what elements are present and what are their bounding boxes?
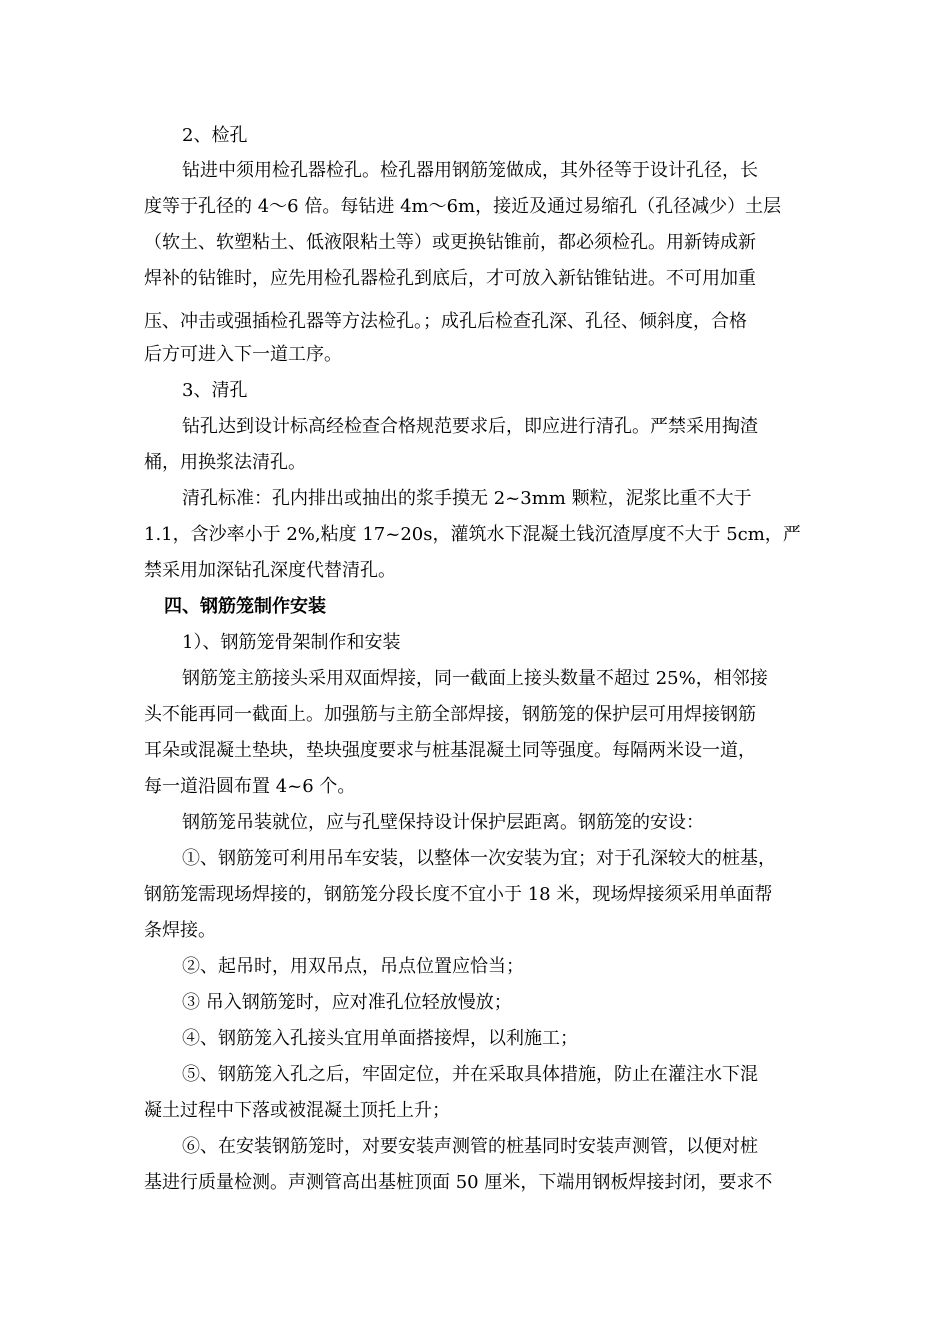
section-heading-inspect-hole: 2、检孔 xyxy=(182,125,248,146)
paragraph-line: 凝土过程中下落或被混凝土顶托上升； xyxy=(144,1100,450,1121)
paragraph-line: 清孔标准：孔内排出或抽出的浆手摸无 2~3mm 颗粒，泥浆比重不大于 xyxy=(182,488,752,509)
paragraph-line: 每一道沿圆布置 4~6 个。 xyxy=(144,776,356,797)
section-heading-clean-hole: 3、清孔 xyxy=(182,380,248,401)
paragraph-line: 钻进中须用检孔器检孔。检孔器用钢筋笼做成，其外径等于设计孔径，长 xyxy=(182,160,758,181)
paragraph-line: 钢筋笼吊装就位，应与孔壁保持设计保护层距离。钢筋笼的安设： xyxy=(182,812,704,833)
subsection-heading: 1）、钢筋笼骨架制作和安装 xyxy=(182,632,401,653)
list-item-5: ⑤、钢筋笼入孔之后，牢固定位，并在采取具体措施，防止在灌注水下混 xyxy=(182,1064,758,1085)
paragraph-line: 条焊接。 xyxy=(144,920,216,941)
paragraph-line: 度等于孔径的 4～6 倍。每钻进 4m～6m，接近及通过易缩孔（孔径减少）土层 xyxy=(144,196,782,217)
list-item-6: ⑥、在安装钢筋笼时，对要安装声测管的桩基同时安装声测管，以便对桩 xyxy=(182,1136,758,1157)
paragraph-line: 禁采用加深钻孔深度代替清孔。 xyxy=(144,560,396,581)
list-item-3: ③ 吊入钢筋笼时，应对准孔位轻放慢放； xyxy=(182,992,512,1013)
paragraph-line: 桶，用换浆法清孔。 xyxy=(144,452,306,473)
paragraph-line: 1.1，含沙率小于 2%,粘度 17~20s，灌筑水下混凝土钱沉渣厚度不大于 5cm，严 xyxy=(144,524,801,545)
paragraph-line: 后方可进入下一道工序。 xyxy=(144,344,342,365)
paragraph-line: 基进行质量检测。声测管高出基桩顶面 50 厘米，下端用钢板焊接封闭，要求不 xyxy=(144,1172,773,1193)
paragraph-line: 焊补的钻锥时，应先用检孔器检孔到底后，才可放入新钻锥钻进。不可用加重 xyxy=(144,268,756,289)
paragraph-line: 压、冲击或强插检孔器等方法检孔。；成孔后检查孔深、孔径、倾斜度，合格 xyxy=(144,311,747,332)
list-item-1: ①、钢筋笼可利用吊车安装，以整体一次安装为宜；对于孔深较大的桩基， xyxy=(182,848,776,869)
list-item-4: ④、钢筋笼入孔接头宜用单面搭接焊，以利施工； xyxy=(182,1028,578,1049)
paragraph-line: 头不能再同一截面上。加强筋与主筋全部焊接，钢筋笼的保护层可用焊接钢筋 xyxy=(144,704,756,725)
paragraph-line: （软土、软塑粘土、低液限粘土等）或更换钻锥前，都必须检孔。用新铸成新 xyxy=(144,232,756,253)
paragraph-line: 钢筋笼主筋接头采用双面焊接，同一截面上接头数量不超过 25%，相邻接 xyxy=(182,668,768,689)
chapter-heading-rebar-cage: 四、钢筋笼制作安装 xyxy=(164,596,326,617)
paragraph-line: 耳朵或混凝土垫块，垫块强度要求与桩基混凝土同等强度。每隔两米设一道， xyxy=(144,740,756,761)
paragraph-line: 钢筋笼需现场焊接的，钢筋笼分段长度不宜小于 18 米，现场焊接须采用单面帮 xyxy=(144,884,773,905)
paragraph-line: 钻孔达到设计标高经检查合格规范要求后，即应进行清孔。严禁采用掏渣 xyxy=(182,416,758,437)
list-item-2: ②、起吊时，用双吊点，吊点位置应恰当； xyxy=(182,956,524,977)
